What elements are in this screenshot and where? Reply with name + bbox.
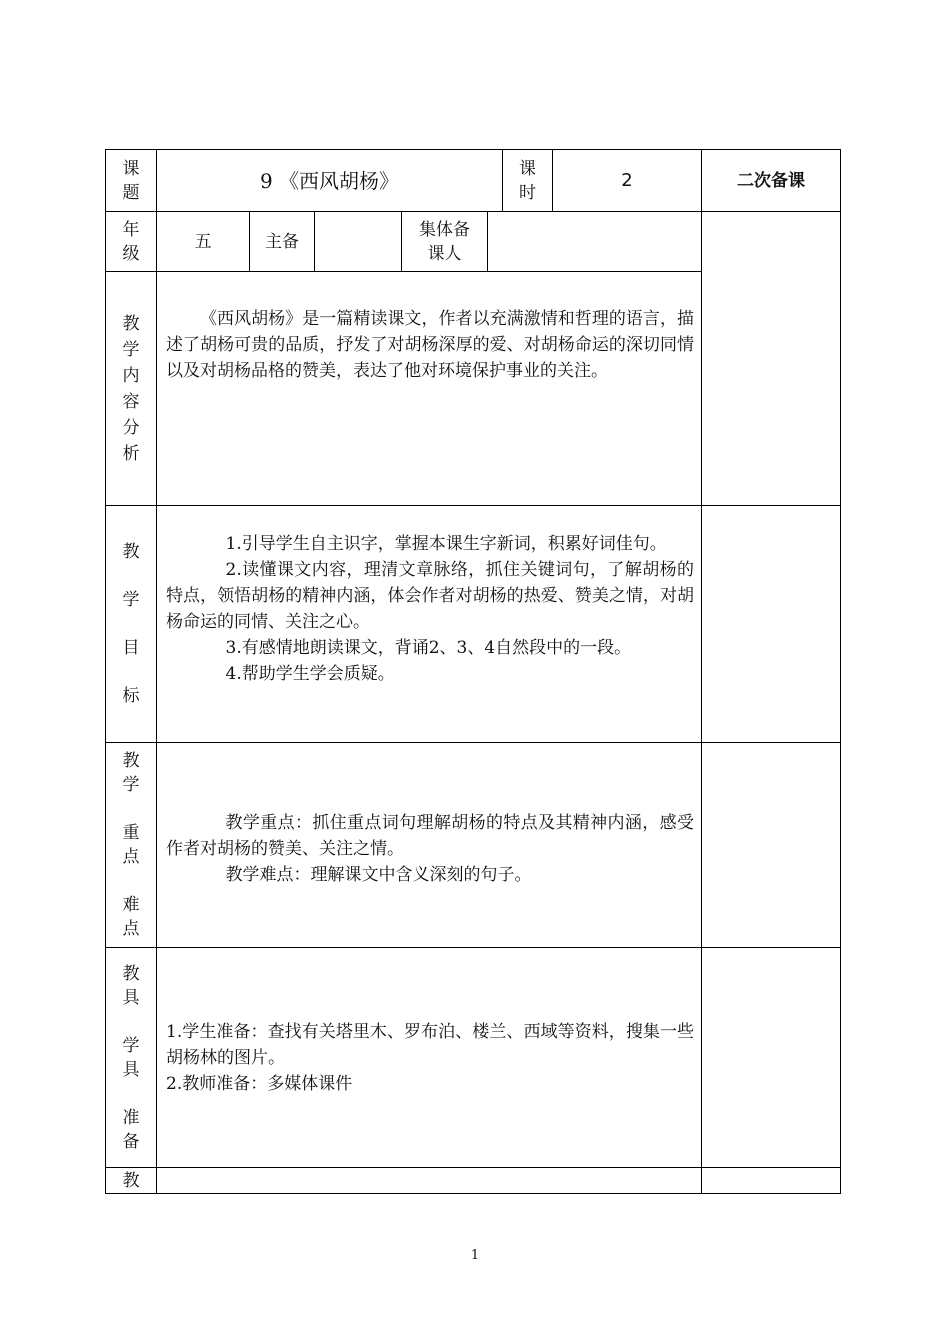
material-item: 1.学生准备：查找有关塔里木、罗布泊、楼兰、西域等资料，搜集一些胡杨林的图片。 bbox=[166, 1022, 694, 1068]
page-number: 1 bbox=[470, 1248, 480, 1263]
objective-item: 2.读懂课文内容，理清文章脉络，抓住关键词句，了解胡杨的特点，领悟胡杨的精神内涵，体会作者对胡杨的热爱、赞美之情，对胡杨命运的同情、关注之心。 bbox=[166, 560, 694, 632]
content-analysis-text-block bbox=[166, 306, 694, 384]
content-analysis-label: 教 学 内 容 分 析 bbox=[122, 313, 140, 464]
grade-value: 五 bbox=[194, 231, 212, 252]
group-prep-value bbox=[488, 212, 701, 271]
teaching-difficulty: 教学难点：理解课文中含义深刻的句子。 bbox=[225, 865, 532, 885]
teaching-focus: 教学重点：抓住重点词句理解胡杨的特点及其精神内涵，感受作者对胡杨的赞美、关注之情。 bbox=[166, 813, 694, 859]
key-points-block bbox=[166, 810, 694, 888]
lead-teacher-label: 主备 bbox=[265, 231, 299, 252]
lead-teacher-value bbox=[315, 212, 401, 271]
objective-item: 3.有感情地朗读课文，背诵2、3、4自然段中的一段。 bbox=[225, 638, 632, 658]
topic-label: 课 题 bbox=[122, 158, 140, 203]
hours-value: 2 bbox=[621, 169, 633, 191]
materials-list bbox=[166, 1019, 694, 1097]
objectives-label: 教 学 目 标 bbox=[122, 542, 140, 706]
material-item: 2.教师准备：多媒体课件 bbox=[166, 1074, 353, 1094]
objective-item: 1.引导学生自主识字，掌握本课生字新词，积累好词佳句。 bbox=[225, 534, 667, 554]
hours-label: 课 时 bbox=[519, 158, 536, 203]
grade-label: 年 级 bbox=[122, 219, 140, 264]
objectives-list bbox=[166, 531, 694, 687]
objective-item: 4.帮助学生学会质疑。 bbox=[225, 664, 395, 684]
group-prep-label: 集体备 课人 bbox=[419, 219, 470, 264]
lesson-title: 9 《西风胡杨》 bbox=[259, 168, 400, 193]
content-analysis-text: 《西风胡杨》是一篇精读课文，作者以充满激情和哲理的语言，描述了胡杨可贵的品质，抒发了对胡杨深厚的爱、对胡杨命运的深切同情以及对胡杨品格的赞美，表达了他对环境保护事业的关注。 bbox=[166, 309, 694, 381]
last-row-label: 教 bbox=[122, 1170, 140, 1191]
second-prep-label: 二次备课 bbox=[737, 170, 805, 191]
materials-label: 教 具 学 具 准 备 bbox=[122, 963, 140, 1152]
key-points-label: 教 学 重 点 难 点 bbox=[122, 751, 140, 939]
